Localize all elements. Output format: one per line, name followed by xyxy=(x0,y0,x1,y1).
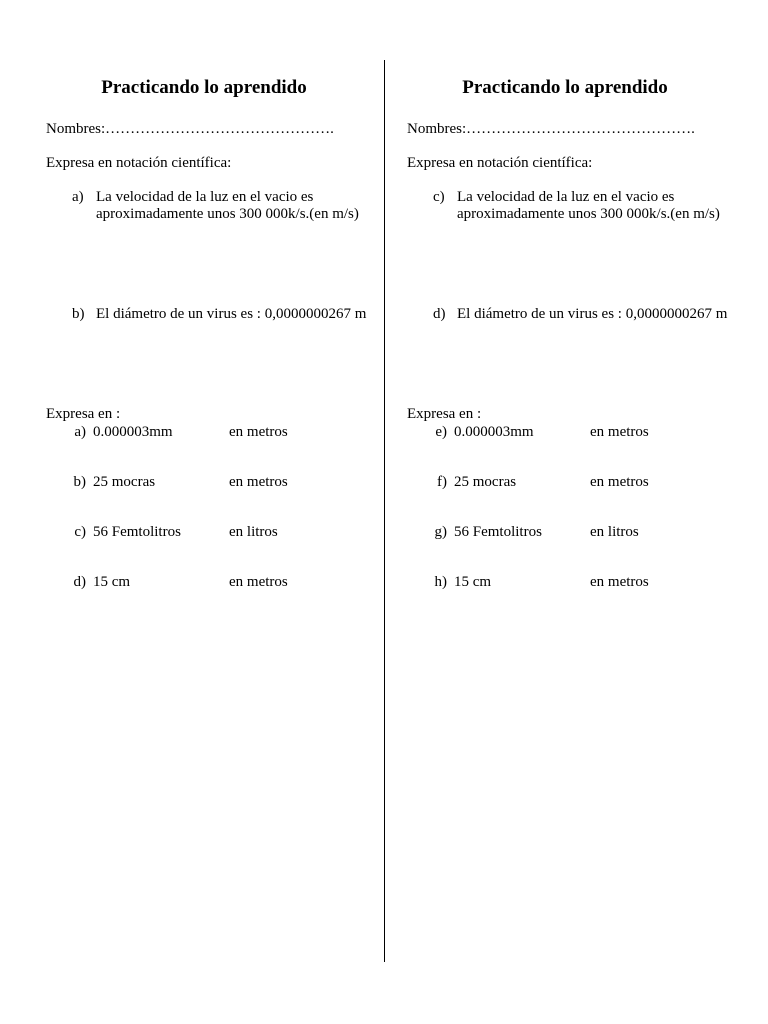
worksheet-title: Practicando lo aprendido xyxy=(101,77,307,98)
conversion-letter: b) xyxy=(73,474,86,490)
question-letter: c) xyxy=(433,189,445,205)
worksheet-right xyxy=(407,0,737,1024)
conversion-item xyxy=(407,524,727,541)
question-letter: d) xyxy=(433,306,446,322)
conversion-item xyxy=(407,474,727,491)
conversion-target-unit: en metros xyxy=(590,474,649,490)
column-divider xyxy=(384,60,385,962)
section-heading-scientific-notation: Expresa en notación científica: xyxy=(46,155,232,171)
conversion-quantity: 25 mocras xyxy=(93,474,156,490)
question-item xyxy=(72,189,368,223)
conversion-target-unit: en metros xyxy=(229,424,288,440)
conversion-item xyxy=(46,574,366,591)
conversion-item xyxy=(46,474,366,491)
question-item xyxy=(72,306,368,323)
section-heading-express-in: Expresa en : xyxy=(46,406,121,422)
conversion-item xyxy=(46,524,366,541)
conversion-quantity: 56 Femtolitros xyxy=(93,524,181,540)
conversion-letter: d) xyxy=(73,574,86,590)
conversion-letter: h) xyxy=(434,574,447,590)
conversion-quantity: 0.000003mm xyxy=(454,424,534,440)
section-heading-express-in: Expresa en : xyxy=(407,406,482,422)
question-text: La velocidad de la luz en el vacio es aproximadamente unos 300 000k/s.(en m/s) xyxy=(96,189,359,222)
section-heading-scientific-notation: Expresa en notación científica: xyxy=(407,155,593,171)
question-text: La velocidad de la luz en el vacio es aproximadamente unos 300 000k/s.(en m/s) xyxy=(457,189,720,222)
question-text: El diámetro de un virus es : 0,0000000267 m xyxy=(96,306,367,322)
question-item xyxy=(433,306,729,323)
conversion-target-unit: en metros xyxy=(229,474,288,490)
conversion-target-unit: en litros xyxy=(590,524,639,540)
conversion-target-unit: en metros xyxy=(229,574,288,590)
conversion-letter: g) xyxy=(434,524,447,540)
question-letter: b) xyxy=(72,306,85,322)
conversion-quantity: 15 cm xyxy=(454,574,492,590)
conversion-item xyxy=(46,424,366,441)
conversion-letter: c) xyxy=(74,524,86,540)
names-line: Nombres:………………………………………. xyxy=(407,121,695,137)
conversion-quantity: 25 mocras xyxy=(454,474,517,490)
conversion-target-unit: en metros xyxy=(590,424,649,440)
question-item xyxy=(433,189,729,223)
conversion-letter: e) xyxy=(435,424,447,440)
worksheet-left xyxy=(46,0,376,1024)
conversion-item xyxy=(407,424,727,441)
names-line: Nombres:………………………………………. xyxy=(46,121,334,137)
conversion-letter: f) xyxy=(437,474,447,490)
conversion-quantity: 15 cm xyxy=(93,574,131,590)
conversion-quantity: 56 Femtolitros xyxy=(454,524,542,540)
question-letter: a) xyxy=(72,189,84,205)
conversion-letter: a) xyxy=(74,424,86,440)
conversion-item xyxy=(407,574,727,591)
worksheet-title: Practicando lo aprendido xyxy=(462,77,668,98)
conversion-quantity: 0.000003mm xyxy=(93,424,173,440)
conversion-target-unit: en metros xyxy=(590,574,649,590)
conversion-target-unit: en litros xyxy=(229,524,278,540)
question-text: El diámetro de un virus es : 0,0000000267 m xyxy=(457,306,728,322)
